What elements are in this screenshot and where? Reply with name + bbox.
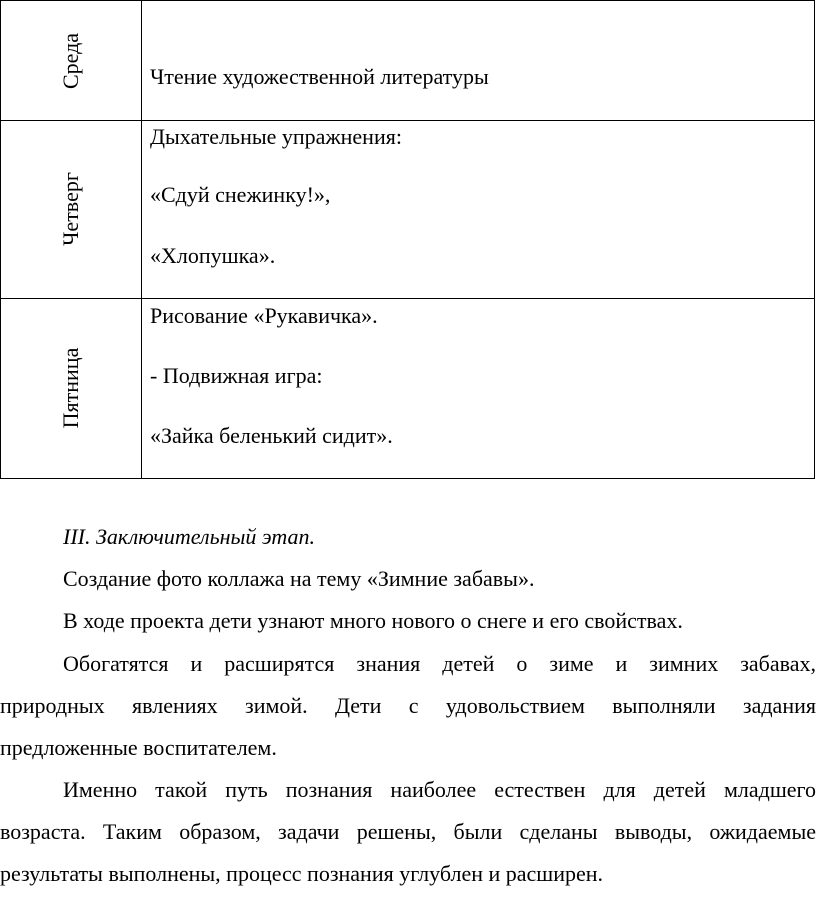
paragraph-line: предложенные воспитателем. <box>0 735 277 760</box>
activity-line: Дыхательные упражнения: <box>150 124 402 149</box>
paragraph-line: Именно такой путь познания наиболее естествен для детей младшего <box>63 777 816 802</box>
activity-line: - Подвижная игра: <box>150 363 323 388</box>
table-row <box>0 299 815 479</box>
paragraph-line: результаты выполнены, процесс познания углублен и расширен. <box>0 861 604 886</box>
day-label-wednesday: Среда <box>58 32 83 90</box>
activity-cell <box>142 1 814 120</box>
paragraph: Создание фото коллажа на тему «Зимние забавы». <box>63 566 535 591</box>
day-cell <box>1 121 142 298</box>
paragraph-line: Обогатятся и расширятся знания детей о зиме и зимних забавах, <box>63 651 816 676</box>
day-cell <box>1 299 142 478</box>
activity-line: «Хлопушка». <box>150 243 276 268</box>
paragraph: В ходе проекта дети узнают много нового о снеге и его свойствах. <box>63 608 683 633</box>
table-row <box>0 121 815 299</box>
day-label-friday: Пятница <box>58 347 83 429</box>
paragraph-line: природных явлениях зимой. Дети с удовольствием выполняли задания <box>0 693 816 718</box>
activity-line: Чтение художественной литературы <box>150 64 489 89</box>
table-row <box>0 0 815 121</box>
activity-cell <box>142 121 814 298</box>
activity-line: «Зайка беленький сидит». <box>150 423 393 448</box>
activity-cell <box>142 299 814 478</box>
section-heading: III. Заключительный этап. <box>63 524 316 549</box>
activity-line: «Сдуй снежинку!», <box>150 182 331 207</box>
activity-line: Рисование «Рукавичка». <box>150 303 378 328</box>
day-label-thursday: Четверг <box>58 172 83 246</box>
day-cell <box>1 1 142 120</box>
paragraph-line: возраста. Таким образом, задачи решены, были сделаны выводы, ожидаемые <box>0 819 816 844</box>
